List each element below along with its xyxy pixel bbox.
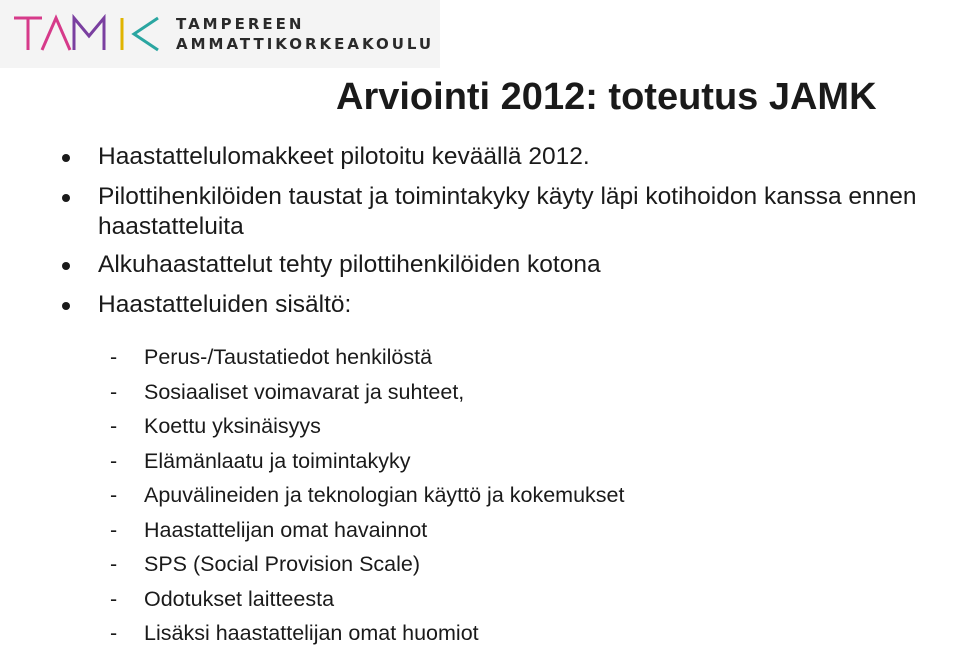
dash-marker: - [110, 552, 118, 576]
sub-item [110, 513, 624, 548]
sub-item-text: Elämänlaatu ja toimintakyky [144, 448, 411, 473]
bullet-list [98, 142, 958, 330]
bullet-item: Haastatteluiden sisältö: [98, 290, 958, 320]
sub-item-text: Odotukset laitteesta [144, 586, 335, 611]
sub-item [110, 444, 624, 479]
dash-marker: - [110, 379, 118, 404]
sub-item-text: Perus-/Taustatiedot henkilöstä [144, 345, 433, 369]
logo-text-line2: AMMATTIKORKEAKOULU [176, 35, 435, 53]
dash-marker: - [110, 414, 118, 438]
sub-item-text: Lisäksi haastattelijan omat huomiot [144, 621, 479, 645]
sub-item-text: Sosiaaliset voimavarat ja suhteet, [144, 379, 465, 404]
dash-marker: - [110, 621, 118, 645]
sub-item-text: Haastattelijan omat havainnot [144, 517, 428, 542]
dash-marker: - [110, 586, 118, 611]
sub-item-text: SPS (Social Provision Scale) [144, 552, 421, 576]
sub-item-text: Koettu yksinäisyys [144, 414, 321, 438]
logo-text-line1: TAMPEREEN [176, 15, 305, 33]
sub-item [110, 375, 624, 410]
sub-item [110, 582, 624, 617]
sub-item-text: Apuvälineiden ja teknologian käyttö ja kokemukset [144, 483, 625, 507]
sub-item [110, 547, 624, 582]
header-banner [0, 0, 440, 68]
sub-item [110, 409, 624, 444]
bullet-item: Haastattelulomakkeet pilotoitu keväällä 2012. [98, 142, 958, 172]
bullet-item: Alkuhaastattelut tehty pilottihenkilöiden kotona [98, 250, 958, 280]
logo-wordmark [176, 14, 434, 54]
dash-marker: - [110, 517, 118, 542]
slide-title: Arviointi 2012: toteutus JAMK [336, 76, 877, 118]
sub-item [110, 340, 624, 375]
dash-marker: - [110, 448, 118, 473]
sub-item-list [110, 340, 624, 651]
sub-item [110, 616, 624, 651]
dash-marker: - [110, 345, 118, 369]
bullet-item: Pilottihenkilöiden taustat ja toimintakyky käyty läpi kotihoidon kanssa ennen haastatteluita [98, 182, 958, 242]
dash-marker: - [110, 483, 118, 507]
tamk-logo-icon [12, 14, 164, 54]
sub-item [110, 478, 624, 513]
